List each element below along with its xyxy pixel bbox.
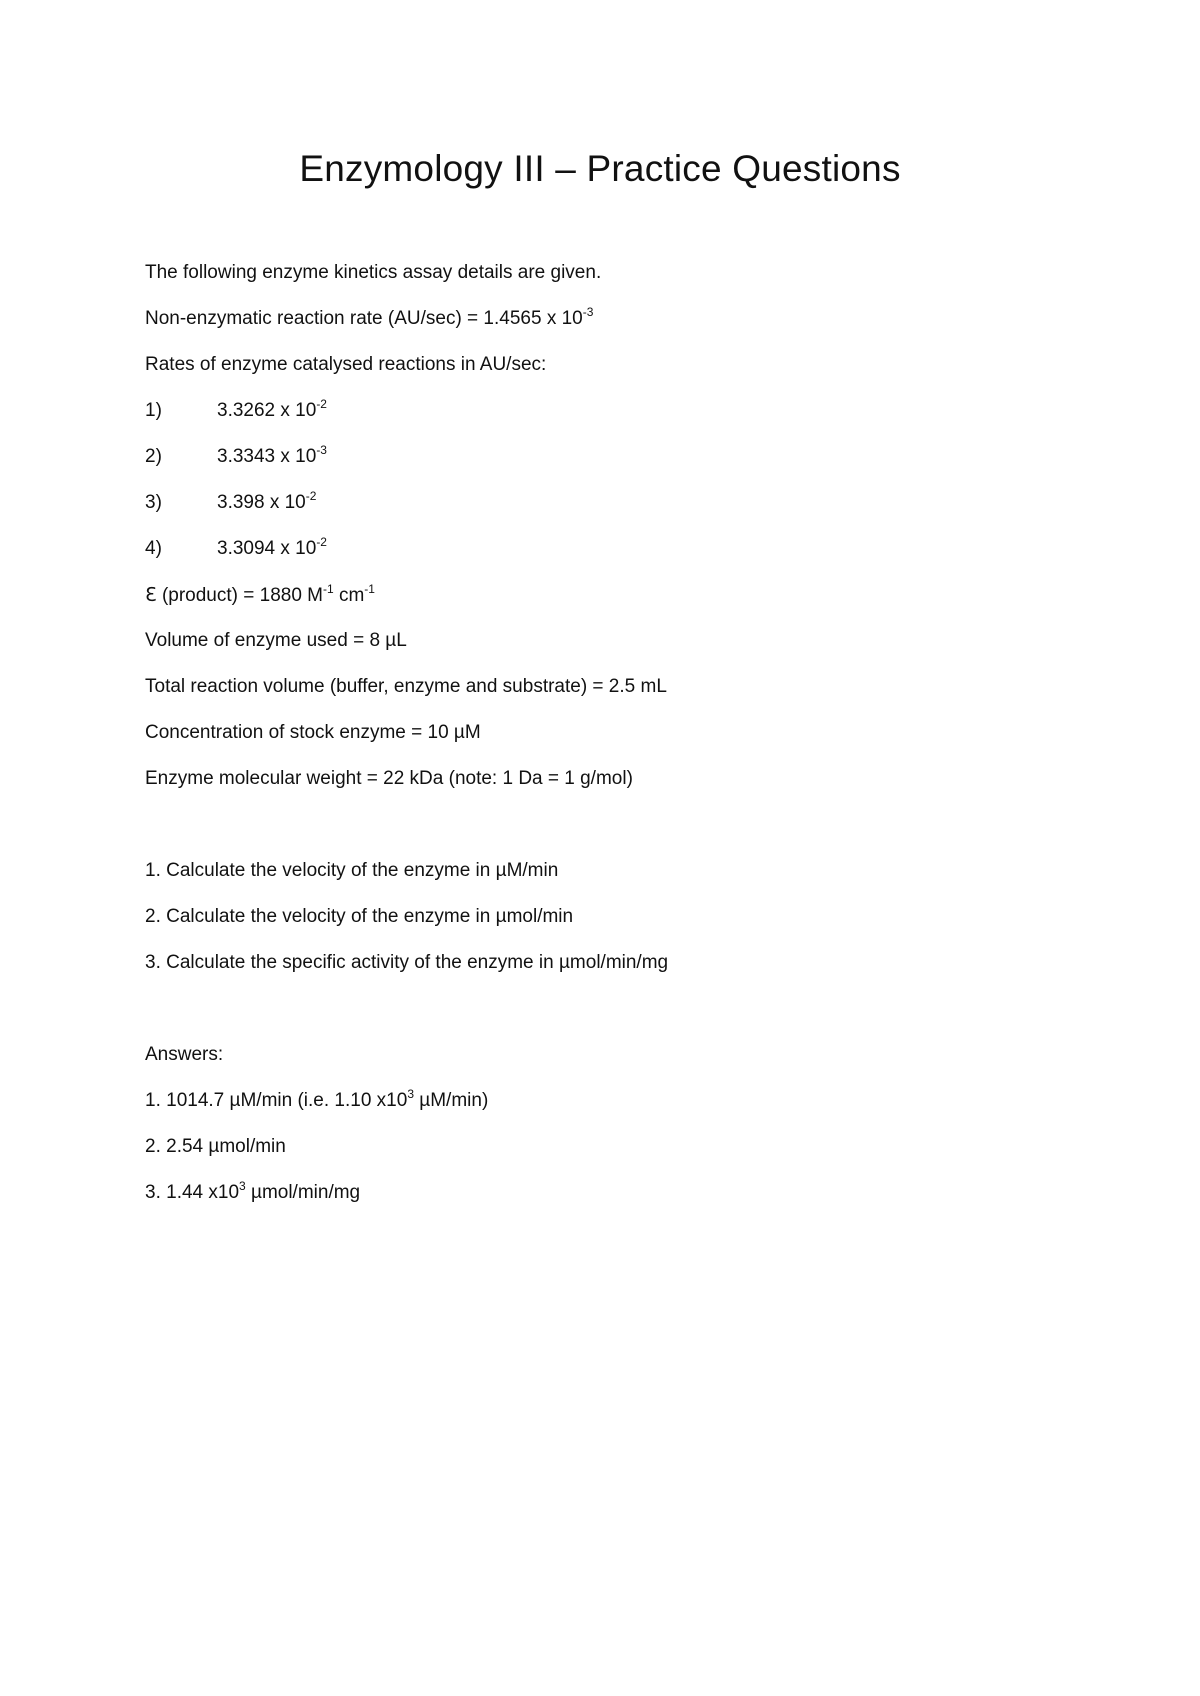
rate-item-exponent: -2 bbox=[305, 489, 317, 503]
intro-text: The following enzyme kinetics assay details are given. bbox=[145, 262, 602, 283]
rate-item bbox=[145, 535, 327, 560]
rate-item bbox=[145, 443, 327, 468]
rate-item-label: 4) bbox=[145, 538, 162, 559]
rates-heading: Rates of enzyme catalysed reactions in AU/sec: bbox=[145, 354, 547, 375]
answer-1-suffix: µM/min) bbox=[414, 1090, 489, 1111]
rate-item-value: 3.3343 x 10 bbox=[217, 446, 317, 467]
extinction-coefficient-exponent-2: -1 bbox=[364, 582, 375, 596]
answer-1-prefix: 1. 1014.7 µM/min (i.e. 1.10 x10 bbox=[145, 1090, 408, 1111]
answers-heading: Answers: bbox=[145, 1044, 224, 1065]
question-item: 2. Calculate the velocity of the enzyme in µmol/min bbox=[145, 906, 574, 927]
rate-item-exponent: -3 bbox=[316, 443, 327, 457]
non-enzymatic-rate-text: Non-enzymatic reaction rate (AU/sec) = 1.4565 x 10 bbox=[145, 308, 583, 329]
stock-concentration: Concentration of stock enzyme = 10 µM bbox=[145, 722, 481, 743]
answer-item bbox=[145, 1087, 489, 1112]
extinction-coefficient-exponent-1: -1 bbox=[323, 582, 334, 596]
answer-item bbox=[145, 1179, 361, 1204]
answer-1-exponent: 3 bbox=[407, 1087, 414, 1101]
rate-item-exponent: -2 bbox=[316, 535, 327, 549]
rate-item-value: 3.398 x 10 bbox=[217, 492, 306, 513]
rate-item-value: 3.3094 x 10 bbox=[217, 538, 317, 559]
answer-3-suffix: µmol/min/mg bbox=[245, 1182, 361, 1203]
molecular-weight: Enzyme molecular weight = 22 kDa (note: 1 Da = 1 g/mol) bbox=[145, 768, 633, 789]
rate-item-label: 3) bbox=[145, 492, 162, 513]
page-title: Enzymology III – Practice Questions bbox=[299, 148, 901, 189]
question-item: 1. Calculate the velocity of the enzyme in µM/min bbox=[145, 860, 559, 881]
non-enzymatic-rate-exponent: -3 bbox=[582, 305, 594, 319]
rate-item-label: 1) bbox=[145, 400, 162, 421]
question-item: 3. Calculate the specific activity of the enzyme in µmol/min/mg bbox=[145, 952, 669, 973]
non-enzymatic-rate bbox=[145, 305, 594, 330]
answer-3-prefix: 3. 1.44 x10 bbox=[145, 1182, 240, 1203]
rate-item bbox=[145, 397, 327, 422]
extinction-coefficient-prefix: ℇ (product) = 1880 M bbox=[145, 585, 324, 606]
extinction-coefficient bbox=[145, 584, 375, 607]
rate-item bbox=[145, 489, 317, 514]
enzyme-volume: Volume of enzyme used = 8 µL bbox=[145, 630, 407, 651]
answer-3-exponent: 3 bbox=[239, 1179, 246, 1193]
answer-item: 2. 2.54 µmol/min bbox=[145, 1136, 286, 1157]
total-reaction-volume: Total reaction volume (buffer, enzyme and substrate) = 2.5 mL bbox=[145, 676, 667, 697]
rate-item-label: 2) bbox=[145, 446, 162, 467]
rate-item-value: 3.3262 x 10 bbox=[217, 400, 317, 421]
extinction-coefficient-unit: cm bbox=[333, 585, 365, 606]
rate-item-exponent: -2 bbox=[316, 397, 327, 411]
